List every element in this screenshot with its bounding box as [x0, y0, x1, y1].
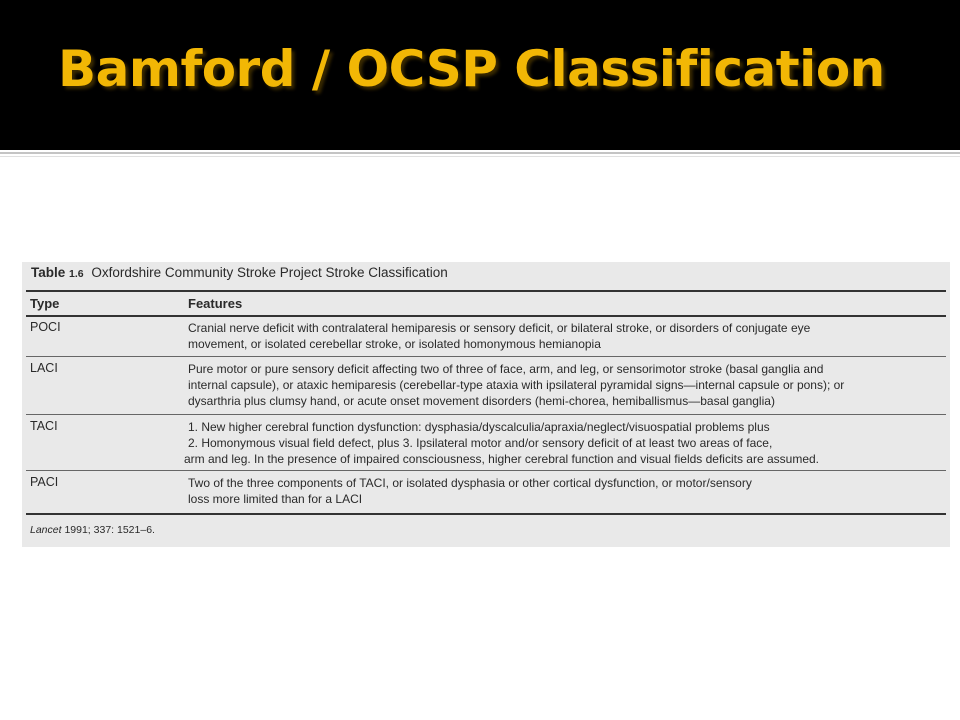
- ocsp-classification-table: [22, 262, 950, 547]
- footnote-journal: Lancet: [30, 524, 62, 536]
- row-type-laci: LACI: [30, 361, 58, 375]
- feature-line: Two of the three components of TACI, or isolated dysphasia or other cortical dysfunction, or motor/sensory: [188, 476, 752, 490]
- row-divider: [26, 470, 946, 471]
- table-footnote: [30, 524, 155, 536]
- feature-line: dysarthria plus clumsy hand, or acute onset movement disorders (hemi-chorea, hemiballismus—basal ganglia): [188, 394, 775, 408]
- table-caption-label: Table: [31, 265, 66, 280]
- row-features-taci: [184, 419, 938, 467]
- slide-title: Bamford / OCSP Classification: [58, 40, 885, 98]
- row-divider: [26, 414, 946, 415]
- row-divider: [26, 356, 946, 357]
- row-type-poci: POCI: [30, 320, 61, 334]
- row-features-laci: [188, 361, 938, 409]
- feature-line: arm and leg. In the presence of impaired consciousness, higher cerebral function and visual fields deficits are assumed.: [184, 452, 820, 466]
- footnote-citation: 1991; 337: 1521–6.: [64, 524, 155, 536]
- row-features-paci: [188, 475, 938, 507]
- column-header-type: Type: [30, 296, 60, 311]
- column-header-features: Features: [188, 296, 243, 311]
- title-underline: [0, 152, 960, 154]
- feature-line: 1. New higher cerebral function dysfunction: dysphasia/dyscalculia/apraxia/neglect/visuospatial problems plus: [188, 420, 770, 434]
- title-underline-light: [0, 156, 960, 157]
- feature-line: Cranial nerve deficit with contralateral hemiparesis or sensory deficit, or bilateral stroke, or disorders of conjugate eye: [188, 321, 811, 335]
- feature-line: Pure motor or pure sensory deficit affecting two of three of face, arm, and leg, or sensorimotor stroke (basal ganglia and: [188, 362, 824, 376]
- row-features-poci: [188, 320, 938, 352]
- feature-line: 2. Homonymous visual field defect, plus 3. Ipsilateral motor and/or sensory deficit of at least two areas of face,: [188, 436, 773, 450]
- table-bottom-rule: [26, 513, 946, 515]
- row-type-paci: PACI: [30, 475, 59, 489]
- table-caption-number: 1.6: [69, 268, 84, 280]
- table-top-rule: [26, 290, 946, 292]
- table-caption: [31, 265, 448, 280]
- title-bar: [0, 0, 960, 150]
- feature-line: loss more limited than for a LACI: [188, 492, 363, 506]
- row-type-taci: TACI: [30, 419, 58, 433]
- table-caption-text: Oxfordshire Community Stroke Project Stroke Classification: [91, 265, 448, 280]
- feature-line: movement, or isolated cerebellar stroke, or isolated homonymous hemianopia: [188, 337, 601, 351]
- header-bottom-rule: [26, 315, 946, 317]
- feature-line: internal capsule), or ataxic hemiparesis (cerebellar-type ataxia with ipsilateral pyramidal signs—internal capsule or pons); or: [188, 378, 845, 392]
